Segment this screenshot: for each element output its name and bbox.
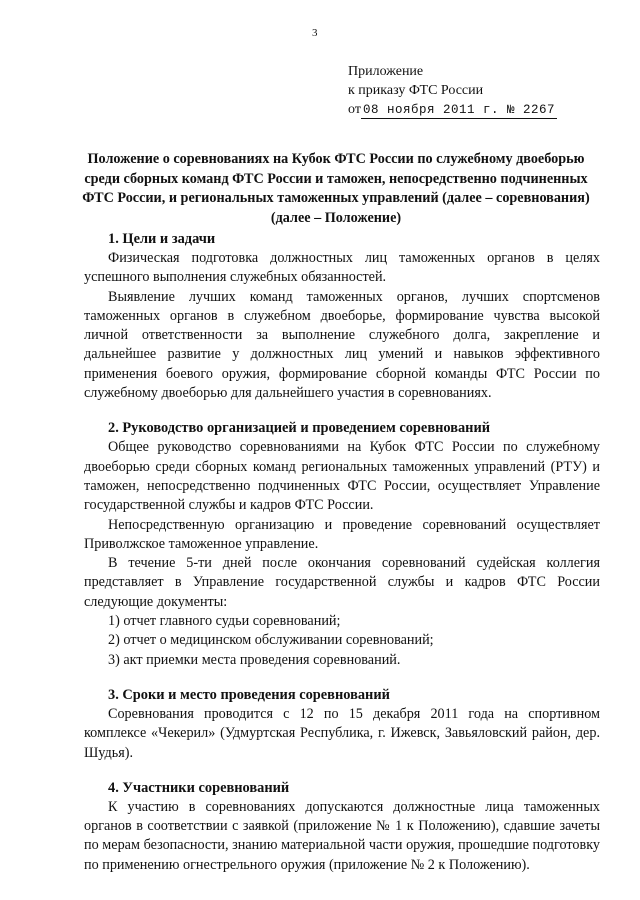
paragraph: В течение 5-ти дней после окончания соревнований судейская коллегия представляет в Управление государственной службы и кадров ФТС России следующие документы: (84, 555, 600, 610)
page-number: 3 (312, 27, 318, 39)
paragraph: Выявление лучших команд таможенных органов, лучших спортсменов таможенных органов в служебном двоеборье, формирование чувства высокой личной ответственности за выполнение служебного долга, закрепление и дальнейшее развитие у должностных лиц умений и навыков эффективного применения боевого оружия, формирование сборной команды ФТС России по служебному двоеборью для дальнейшего участия в соревнованиях. (84, 288, 600, 402)
list-item: 3) акт приемки места проведения соревнований. (108, 651, 401, 668)
appendix-date-number: 08 ноября 2011 г. № 2267 (362, 103, 555, 117)
section-heading: 4. Участники соревнований (108, 779, 290, 796)
appendix-label: Приложение (348, 64, 424, 79)
paragraph: Общее руководство соревнованиями на Кубок ФТС России по служебному двоеборью среди сборных команд региональных таможенных управлений (РТУ) и таможен, непосредственно подчиненных ФТС России, осуществляет Управление государственной службы и кадров ФТС России. (84, 439, 600, 514)
document-body (84, 229, 600, 890)
paragraph: К участию в соревнованиях допускаются должностные лица таможенных органов в соответствии с заявкой (приложение № 1 к Положению), сдавшие зачеты по мерам безопасности, знанию материальной части оружия, прошедшие подготовку по применению огнестрельного оружия (приложение № 2 к Положению). (84, 798, 600, 873)
paragraph: Непосредственную организацию и проведение соревнований осуществляет Приволжское таможенное управление. (84, 516, 600, 552)
section-dates-place (84, 685, 600, 763)
paragraph: Физическая подготовка должностных лиц таможенных органов в целях успешного выполнения служебных обязанностей. (84, 250, 600, 286)
section-heading: 2. Руководство организацией и проведением соревнований (108, 420, 491, 437)
paragraph: Соревнования проводится с 12 по 15 декабря 2011 года на спортивном комплексе «Чекерил» (Удмуртская Республика, г. Ижевск, Завьяловский район, дер. Шудья). (84, 705, 600, 761)
section-goals (84, 229, 600, 403)
section-participants (84, 778, 600, 875)
document-title: Положение о соревнованиях на Кубок ФТС России по служебному двоеборью среди сборных команд ФТС России и таможен, непосредственно подчиненных ФТС России, и региональных таможенных управлений (далее – соревнования) (далее – Положение) (82, 151, 590, 226)
section-heading: 3. Сроки и место проведения соревнований (108, 686, 390, 703)
appendix-order-ref: к приказу ФТС России (348, 83, 484, 98)
appendix-date-prefix: от (348, 102, 361, 117)
appendix-date-line (348, 100, 557, 119)
list-item: 2) отчет о медицинском обслуживании соревнований; (108, 632, 434, 649)
section-heading: 1. Цели и задачи (108, 231, 216, 247)
appendix-block (348, 62, 557, 119)
list-item: 1) отчет главного судьи соревнований; (108, 613, 341, 630)
section-management (84, 418, 600, 670)
